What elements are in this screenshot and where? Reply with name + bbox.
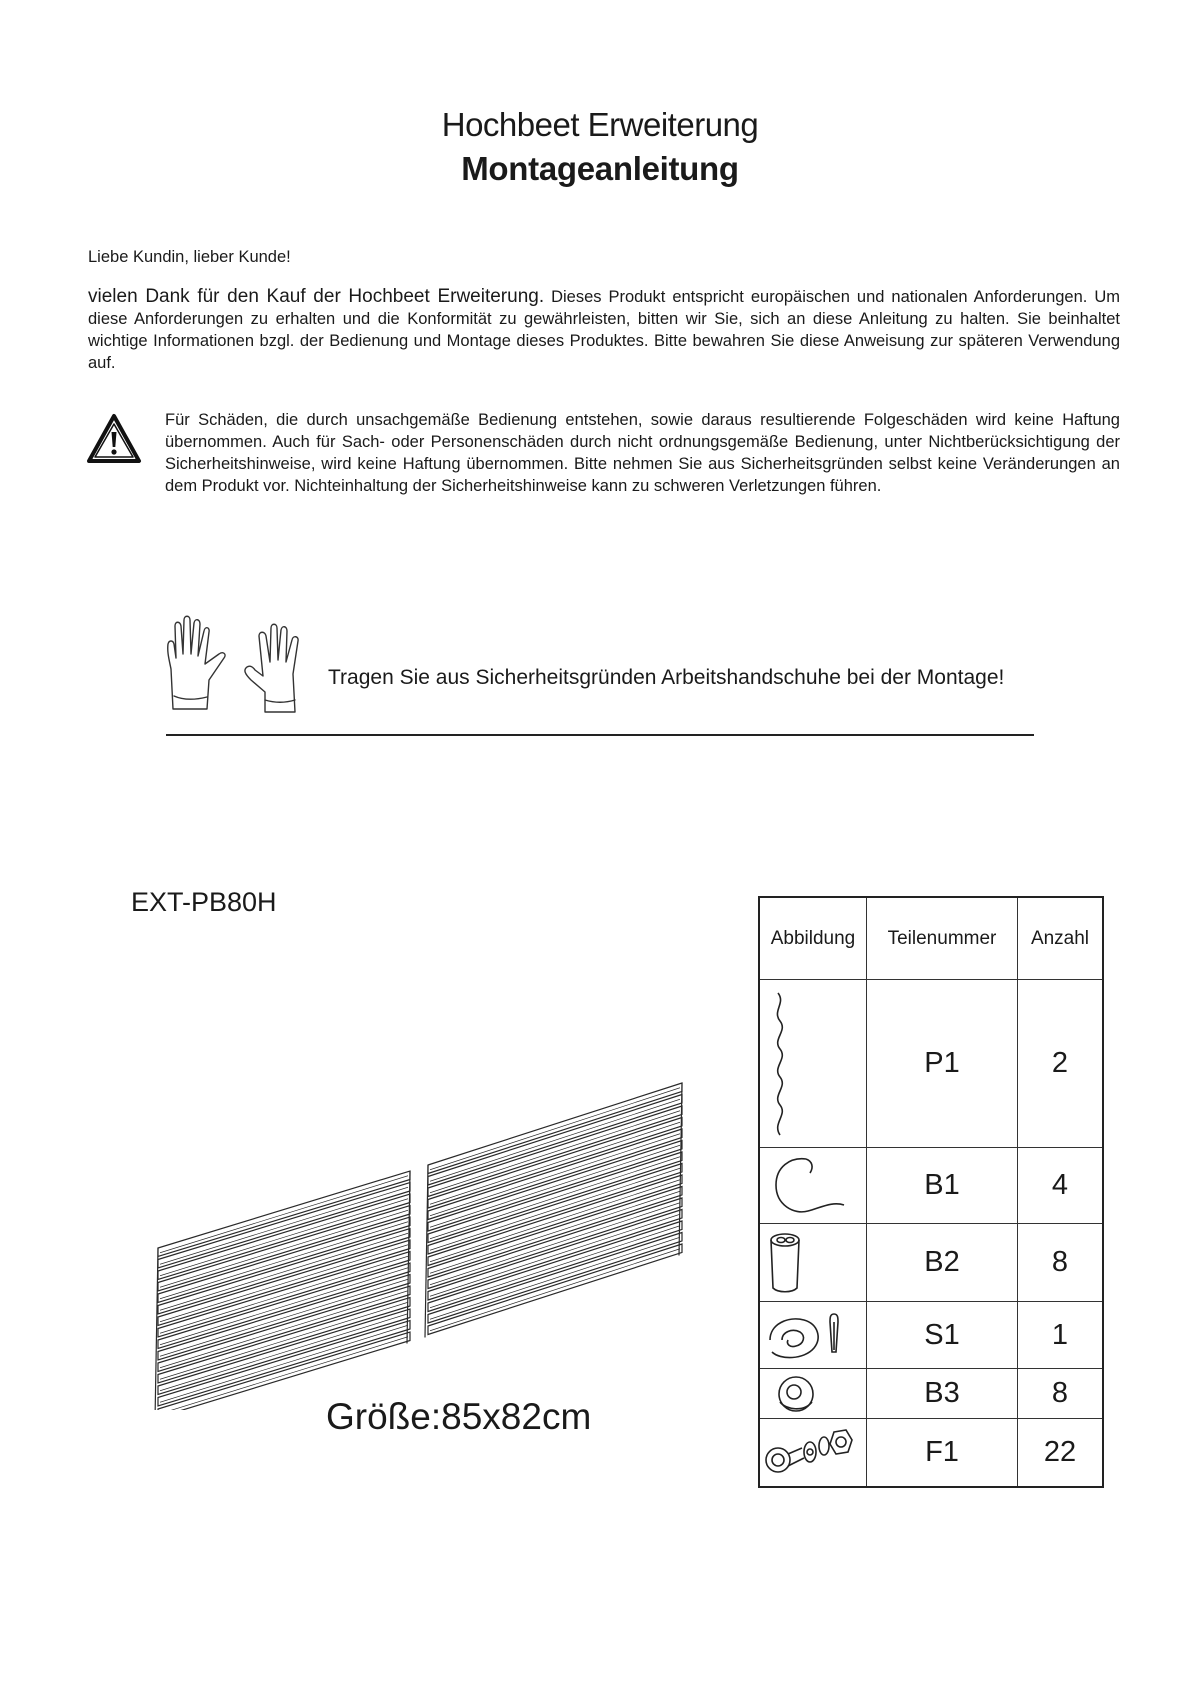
panel-set-illustration bbox=[140, 1050, 700, 1410]
part-quantity: 8 bbox=[1018, 1369, 1104, 1419]
sleeve-icon bbox=[759, 1224, 867, 1302]
table-row bbox=[759, 1224, 1103, 1302]
part-quantity: 22 bbox=[1018, 1419, 1104, 1487]
part-number: P1 bbox=[867, 980, 1018, 1148]
document-subtitle: Montageanleitung bbox=[461, 150, 739, 187]
intro-body: Dieses Produkt entspricht europäischen und nationalen Anforderungen. Um diese Anforderungen zu erhalten und die Konformität zu gewährleisten, bitten wir Sie, sich an diese Anleitung zu halten. Sie beinhaltet wichtige Informationen bzgl. der Bedienung und Montage dieses Produktes. Bitte bewahren Sie diese Anweisung zur späteren Verwendung auf. bbox=[88, 288, 1120, 372]
intro-paragraph bbox=[88, 286, 1120, 374]
part-quantity: 2 bbox=[1018, 980, 1104, 1148]
document-title: Hochbeet Erweiterung bbox=[441, 106, 759, 143]
parts-table bbox=[758, 896, 1104, 1488]
hook-clip-icon bbox=[759, 1148, 867, 1224]
section-divider bbox=[166, 734, 1034, 736]
part-number: B3 bbox=[867, 1369, 1018, 1419]
greeting: Liebe Kundin, lieber Kunde! bbox=[88, 248, 291, 266]
work-gloves-icon bbox=[163, 614, 328, 714]
warning-triangle-icon bbox=[86, 413, 142, 465]
size-value: :85x82cm bbox=[430, 1396, 592, 1437]
part-quantity: 8 bbox=[1018, 1224, 1104, 1302]
header-teilenummer: Teilenummer bbox=[867, 897, 1018, 980]
table-row bbox=[759, 1302, 1103, 1369]
part-number: S1 bbox=[867, 1302, 1018, 1369]
size-label: Größe bbox=[326, 1396, 431, 1437]
part-number: F1 bbox=[867, 1419, 1018, 1487]
header-anzahl: Anzahl bbox=[1018, 897, 1104, 980]
part-quantity: 4 bbox=[1018, 1148, 1104, 1224]
wrench-and-pin-icon bbox=[759, 1302, 867, 1369]
spiral-rod-icon bbox=[759, 980, 867, 1148]
product-size bbox=[326, 1396, 591, 1438]
panel-left bbox=[155, 1171, 410, 1410]
warning-text: Für Schäden, die durch unsachgemäße Bedienung entstehen, sowie daraus resultierende Folgeschäden wird keine Haftung übernommen. Auch für Sach- oder Personenschäden durch nicht ordnungsgemäße Bedienung, unter Nichtberücksichtigung der Sicherheitshinweise, wird keine Haftung übernommen. Bitte nehmen Sie aus Sicherheitsgründen selbst keine Veränderungen an dem Produkt vor. Nichteinhaltung der Sicherheitshinweise kann zu schweren Verletzungen führen. bbox=[165, 411, 1120, 495]
part-number: B1 bbox=[867, 1148, 1018, 1224]
washer-cap-icon bbox=[759, 1369, 867, 1419]
parts-table-header bbox=[759, 897, 1103, 980]
header-abbildung: Abbildung bbox=[759, 897, 867, 980]
part-number: B2 bbox=[867, 1224, 1018, 1302]
bolt-washer-nut-icon bbox=[759, 1419, 867, 1487]
intro-lead: vielen Dank für den Kauf der Hochbeet Erweiterung. bbox=[88, 286, 545, 307]
panel-right bbox=[425, 1083, 682, 1338]
table-row bbox=[759, 1148, 1103, 1224]
gloves-instruction: Tragen Sie aus Sicherheitsgründen Arbeitshandschuhe bei der Montage! bbox=[328, 666, 1005, 689]
model-number: EXT-PB80H bbox=[131, 887, 277, 917]
table-row bbox=[759, 980, 1103, 1148]
table-row bbox=[759, 1369, 1103, 1419]
part-quantity: 1 bbox=[1018, 1302, 1104, 1369]
table-row bbox=[759, 1419, 1103, 1487]
